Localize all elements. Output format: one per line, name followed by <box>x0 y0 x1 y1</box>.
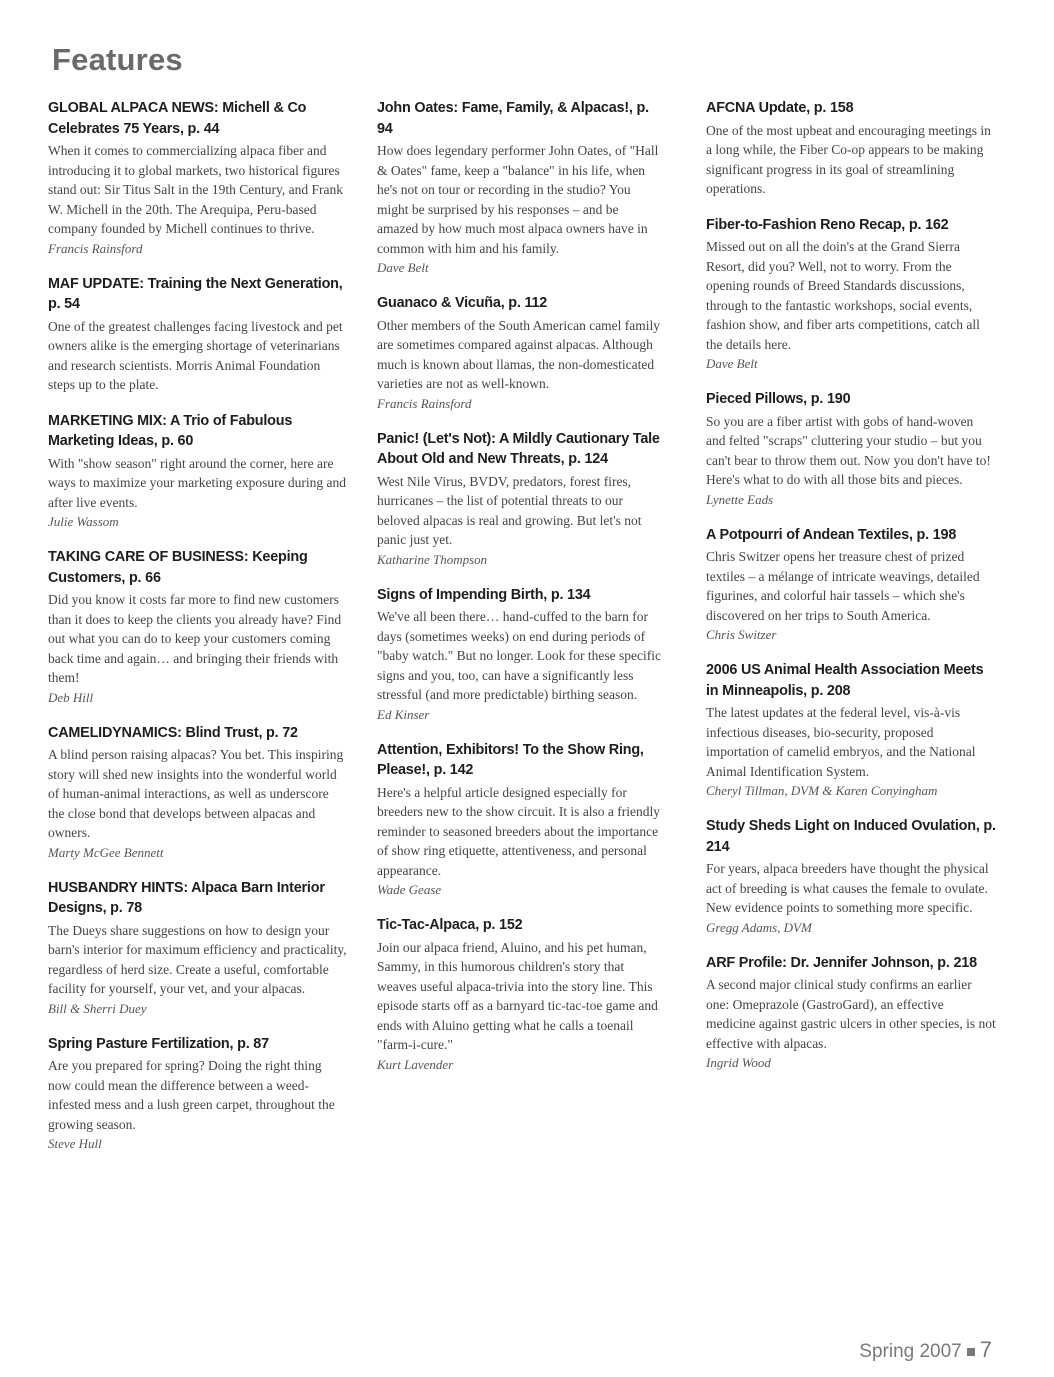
article-headline[interactable]: CAMELIDYNAMICS: Blind Trust, p. 72 <box>48 724 298 741</box>
article-author: Steve Hull <box>48 1136 102 1151</box>
article-author: Chris Switzer <box>706 627 777 642</box>
article <box>377 293 662 413</box>
article <box>377 98 662 277</box>
article-summary: A second major clinical study confirms an earlier one: Omeprazole (GastroGard), an effective medicine against gastric ulcers in other species, is not effective with alpacas. <box>706 977 996 1051</box>
article-headline[interactable]: Guanaco & Vicuña, p. 112 <box>377 295 548 311</box>
article <box>706 660 996 800</box>
article-headline[interactable]: MAF UPDATE: Training the Next Generation, p. 54 <box>48 275 343 312</box>
article-author: Cheryl Tillman, DVM & Karen Conyingham <box>706 783 938 798</box>
article-headline[interactable]: Pieced Pillows, p. 190 <box>706 391 851 407</box>
article-author: Bill & Sherri Duey <box>48 1000 147 1016</box>
article-author: Ed Kinser <box>377 706 430 722</box>
article-headline[interactable]: Fiber-to-Fashion Reno Recap, p. 162 <box>706 216 949 233</box>
article <box>48 274 348 395</box>
article-headline[interactable]: A Potpourri of Andean Textiles, p. 198 <box>706 526 957 543</box>
article-headline[interactable]: Panic! (Let's Not): A Mildly Cautionary Tale About Old and New Threats, p. 124 <box>377 430 660 467</box>
article-headline[interactable]: ARF Profile: Dr. Jennifer Johnson, p. 218 <box>706 954 977 971</box>
article <box>377 429 662 569</box>
article-summary: How does legendary performer John Oates, of "Hall & Oates" fame, keep a "balance" in his life, when he's not on tour or recording in the studio? You might be surprised by his responses – and be amazed by how much most alpaca owners have in common with him and his family. <box>377 143 659 256</box>
square-bullet-icon <box>967 1348 975 1356</box>
article-summary: The latest updates at the federal level, vis-à-vis infectious diseases, bio-security, proposed importation of camelid embryos, and the National Animal Identification System. <box>706 705 976 779</box>
article <box>706 98 996 199</box>
article-author: Julie Wassom <box>48 514 119 529</box>
article-summary: Are you prepared for spring? Doing the right thing now could mean the difference between a weed-infested mess and a lush green carpet, throughout the growing season. <box>48 1058 335 1132</box>
article-headline[interactable]: Spring Pasture Fertilization, p. 87 <box>48 1035 269 1052</box>
page-title: Features <box>52 42 183 77</box>
issue-label: Spring 2007 <box>859 1341 962 1362</box>
article-summary: Other members of the South American camel family are sometimes compared against alpacas. Although much is known about llamas, the non-domesticated varieties are not as well-known. <box>377 317 661 391</box>
article-author: Katharine Thompson <box>377 551 488 567</box>
article <box>48 878 348 1018</box>
article-author: Ingrid Wood <box>706 1055 771 1070</box>
article <box>706 525 996 645</box>
article-author: Deb Hill <box>48 689 94 705</box>
article <box>706 215 996 374</box>
article-headline[interactable]: 2006 US Animal Health Association Meets in Minneapolis, p. 208 <box>706 662 984 699</box>
article-headline[interactable]: HUSBANDRY HINTS: Alpaca Barn Interior Designs, p. 78 <box>48 879 325 916</box>
article-headline[interactable]: Study Sheds Light on Induced Ovulation, p. 214 <box>706 818 996 855</box>
article-summary: Missed out on all the doin's at the Grand Sierra Resort, did you? Well, not to worry. From the opening rounds of Breed Standards discussions, through to the fantastic workshops, social events, fashion show, and fiber arts competitions, catch all the details here. <box>706 239 980 352</box>
article <box>48 411 348 532</box>
article <box>706 389 996 509</box>
article-summary: West Nile Virus, BVDV, predators, forest fires, hurricanes – the list of potential threats to our beloved alpacas is real and growing. But let's not panic just yet. <box>377 473 642 547</box>
article-headline[interactable]: MARKETING MIX: A Trio of Fabulous Marketing Ideas, p. 60 <box>48 412 293 449</box>
column-1 <box>48 98 348 1169</box>
article-headline[interactable]: AFCNA Update, p. 158 <box>706 100 854 116</box>
column-2 <box>377 98 662 1090</box>
article-headline[interactable]: Signs of Impending Birth, p. 134 <box>377 586 591 603</box>
article-summary: One of the greatest challenges facing livestock and pet owners alike is the emerging shortage of veterinarians and research scientists. Morris Animal Foundation steps up to the plate. <box>48 318 343 392</box>
article-author: Francis Rainsford <box>377 395 472 411</box>
article-author: Marty McGee Bennett <box>48 844 164 860</box>
page-number: 7 <box>979 1337 992 1362</box>
article-summary: One of the most upbeat and encouraging meetings in a long while, the Fiber Co-op appears to be making significant progress in its goal of streamlining operations. <box>706 122 991 196</box>
article-author: Gregg Adams, DVM <box>706 919 812 935</box>
article-summary: Here's a helpful article designed especially for breeders new to the show circuit. It is also a friendly reminder to seasoned breeders about the importance of show ring etiquette, attentiveness, and personal appearance. <box>377 784 661 878</box>
article-headline[interactable]: Tic-Tac-Alpaca, p. 152 <box>377 917 523 933</box>
article <box>377 585 662 724</box>
article-headline[interactable]: Attention, Exhibitors! To the Show Ring, Please!, p. 142 <box>377 741 644 778</box>
article-headline[interactable]: TAKING CARE OF BUSINESS: Keeping Customers, p. 66 <box>48 549 308 586</box>
article <box>377 915 662 1074</box>
article-summary: A blind person raising alpacas? You bet. This inspiring story will shed new insights into the wonderful world of human-animal interactions, as well as underscore the close bond that develops between alpacas and owners. <box>48 747 344 840</box>
article-author: Dave Belt <box>377 260 429 275</box>
article-summary: So you are a fiber artist with gobs of hand-woven and felted "scraps" cluttering your studio – but you can't bear to throw them out. Now you don't have to! Here's what to do with all those bits and pieces. <box>706 413 991 487</box>
article <box>48 1034 348 1154</box>
article-summary: Chris Switzer opens her treasure chest of prized textiles – a mélange of intricate weavings, detailed figurines, and colorful hair tassels – which she's discovered on her trips to South America. <box>706 549 980 623</box>
article-author: Kurt Lavender <box>377 1056 454 1072</box>
article <box>48 98 348 258</box>
article <box>48 547 348 707</box>
page-footer <box>859 1337 992 1363</box>
article-author: Wade Gease <box>377 882 442 897</box>
article-author: Lynette Eads <box>706 491 774 507</box>
article-headline[interactable]: GLOBAL ALPACA NEWS: Michell & Co Celebrates 75 Years, p. 44 <box>48 100 307 137</box>
article-headline[interactable]: John Oates: Fame, Family, & Alpacas!, p. 94 <box>377 100 649 137</box>
article-summary: With "show season" right around the corner, here are ways to maximize your marketing exposure during and after live events. <box>48 455 347 510</box>
article <box>706 953 996 1073</box>
article-summary: The Dueys share suggestions on how to design your barn's interior for maximum efficiency and practicality, regardless of herd size. Create a useful, comfortable facility for yourself, your vet, and your alpacas. <box>48 922 347 996</box>
article-summary: We've all been there… hand-cuffed to the barn for days (sometimes weeks) on end during periods of "baby watch." But no longer. Look for these specific signs and you, too, can have a significantly less stressful (and more predictable) birthing season. <box>377 609 661 702</box>
article-summary: For years, alpaca breeders have thought the physical act of breeding is what causes the female to ovulate. New evidence points to something more specific. <box>706 861 989 915</box>
article-author: Dave Belt <box>706 356 758 371</box>
article <box>377 740 662 900</box>
article <box>706 816 996 937</box>
column-3 <box>706 98 996 1088</box>
article <box>48 723 348 862</box>
article-summary: Did you know it costs far more to find new customers than it does to keep the clients you already have? Find out what you can do to keep your customers coming back time and again… and bringing their friends with them! <box>48 592 342 685</box>
article-summary: Join our alpaca friend, Aluino, and his pet human, Sammy, in this humorous children's story that weaves useful alpaca-trivia into the story line. This episode starts off as a barnyard tic-tac-toe game and ends with Aluino getting what he calls a toenail "farm-i-cure." <box>377 939 658 1052</box>
article-summary: When it comes to commercializing alpaca fiber and introducing it to global markets, two historical figures stand out: Sir Titus Salt in the 19th Century, and Frank W. Michell in the 20th. The Arequipa, Peru-based company founded by Michell continues to thrive. <box>48 143 344 236</box>
article-author: Francis Rainsford <box>48 240 143 256</box>
